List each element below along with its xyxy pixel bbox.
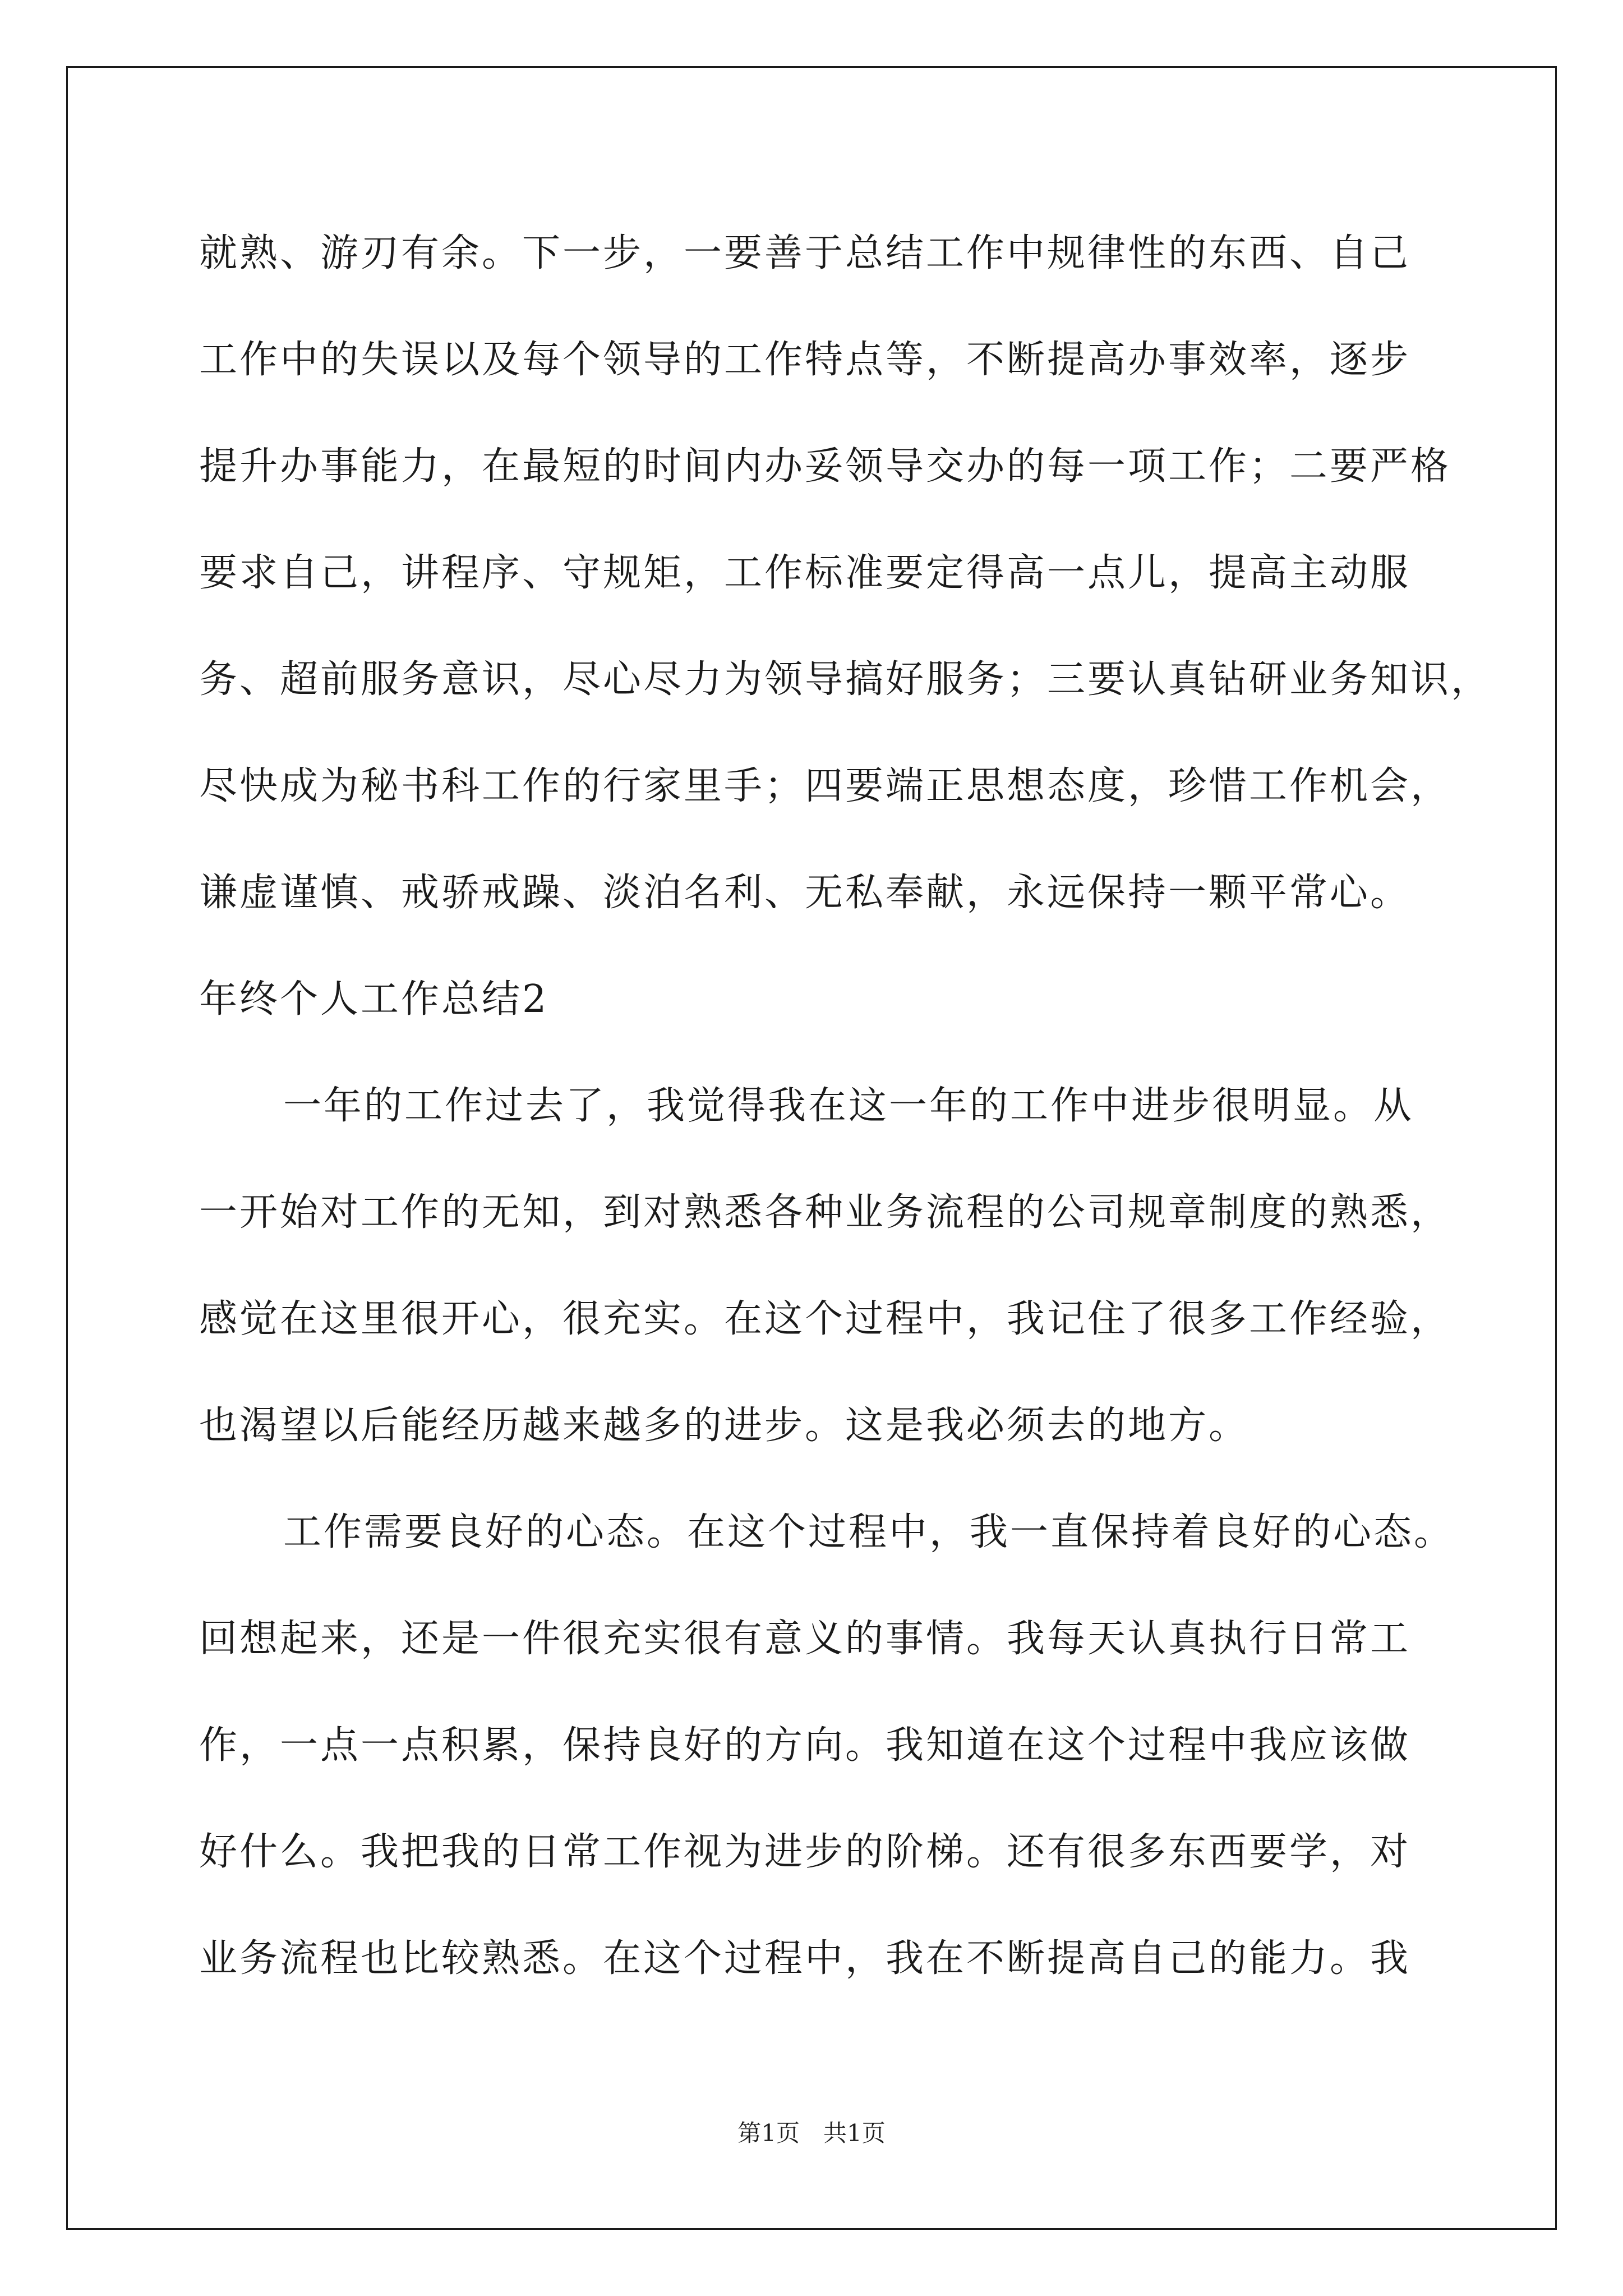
paragraph-line: 就熟、游刃有余。下一步，一要善于总结工作中规律性的东西、自己 [199, 231, 1411, 275]
document-body [199, 200, 1492, 2012]
paragraph-line: 业务流程也比较熟悉。在这个过程中，我在不断提高自己的能力。我 [199, 1936, 1411, 1981]
paragraph-line: 要求自己，讲程序、守规矩，工作标准要定得高一点儿，提高主动服 [199, 551, 1411, 595]
paragraph-line: 提升办事能力，在最短的时间内办妥领导交办的每一项工作；二要严格 [199, 444, 1451, 489]
paragraph-line: 作，一点一点积累，保持良好的方向。我知道在这个过程中我应该做 [199, 1723, 1411, 1768]
paragraph-line: 工作中的失误以及每个领导的工作特点等，不断提高办事效率，逐步 [199, 338, 1411, 382]
paragraph-line: 工作需要良好的心态。在这个过程中，我一直保持着良好的心态。 [283, 1510, 1455, 1554]
paragraph-line: 也渴望以后能经历越来越多的进步。这是我必须去的地方。 [199, 1404, 1249, 1448]
paragraph-line: 务、超前服务意识，尽心尽力为领导搞好服务；三要认真钻研业务知识， [199, 657, 1492, 702]
paragraph-line: 一年的工作过去了，我觉得我在这一年的工作中进步很明显。从 [283, 1084, 1414, 1128]
paragraph-line: 尽快成为秘书科工作的行家里手；四要端正思想态度，珍惜工作机会， [199, 764, 1451, 808]
paragraph-line: 好什么。我把我的日常工作视为进步的阶梯。还有很多东西要学，对 [199, 1830, 1411, 1874]
paragraph-line: 一开始对工作的无知，到对熟悉各种业务流程的公司规章制度的熟悉， [199, 1190, 1451, 1235]
paragraph-line: 谦虚谨慎、戒骄戒躁、淡泊名利、无私奉献，永远保持一颗平常心。 [199, 871, 1411, 915]
page-footer: 第1页 共1页 [737, 2119, 886, 2147]
section-heading: 年终个人工作总结2 [199, 977, 549, 1022]
paragraph-line: 感觉在这里很开心，很充实。在这个过程中，我记住了很多工作经验， [199, 1297, 1451, 1341]
paragraph-line: 回想起来，还是一件很充实很有意义的事情。我每天认真执行日常工 [199, 1617, 1411, 1661]
